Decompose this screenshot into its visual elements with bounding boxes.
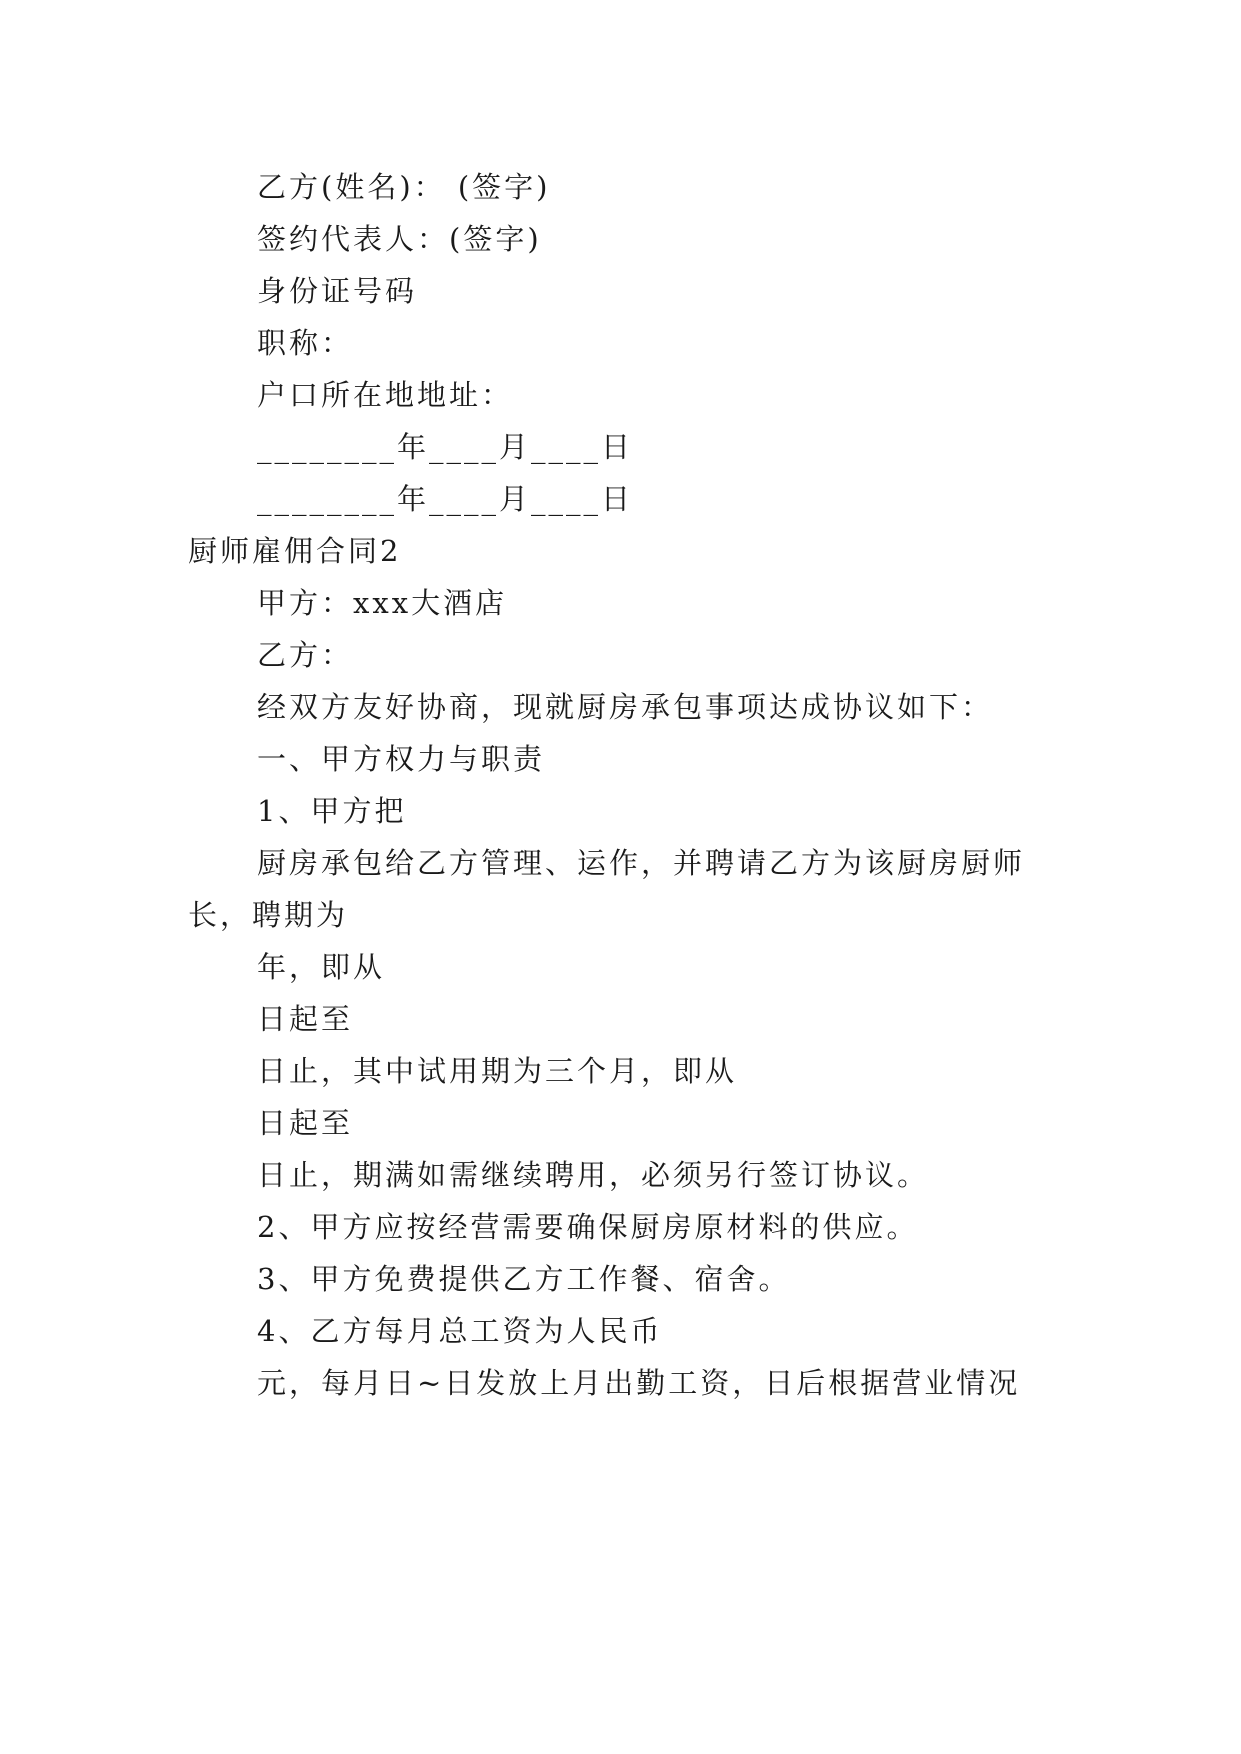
clause-line: 日起至 (257, 1106, 354, 1140)
household-address-line: 户口所在地地址： (257, 378, 514, 412)
clause-line: 长，聘期为 (188, 898, 349, 932)
clause-line: 日起至 (257, 1002, 354, 1036)
clause-line: 4、乙方每月总工资为人民币 (257, 1314, 663, 1348)
party-b-line: 乙方： (257, 638, 354, 672)
clause-line: 3、甲方免费提供乙方工作餐、宿舍。 (257, 1262, 791, 1296)
date-line: ________年____月____日 (257, 430, 634, 464)
contract-title: 厨师雇佣合同2 (188, 534, 402, 568)
party-a-line: 甲方：xxx大酒店 (257, 586, 508, 620)
id-number-line: 身份证号码 (257, 274, 418, 308)
signing-representative-line: 签约代表人：(签字) (257, 222, 542, 256)
clause-line: 2、甲方应按经营需要确保厨房原材料的供应。 (257, 1210, 919, 1244)
clause-line: 厨房承包给乙方管理、运作，并聘请乙方为该厨房厨师 (257, 846, 1026, 880)
clause-line: 年，即从 (257, 950, 386, 984)
party-b-name-line: 乙方(姓名)： (签字) (257, 170, 551, 204)
section-heading: 一、甲方权力与职责 (257, 742, 546, 776)
clause-line: 日止，期满如需继续聘用，必须另行签订协议。 (257, 1158, 930, 1192)
agreement-intro-line: 经双方友好协商，现就厨房承包事项达成协议如下： (257, 690, 994, 724)
clause-line: 日止，其中试用期为三个月，即从 (257, 1054, 738, 1088)
clause-line: 元，每月日~日发放上月出勤工资，日后根据营业情况 (257, 1366, 1021, 1400)
clause-line: 1、甲方把 (257, 794, 407, 828)
date-line: ________年____月____日 (257, 482, 634, 516)
job-title-line: 职称： (257, 326, 354, 360)
